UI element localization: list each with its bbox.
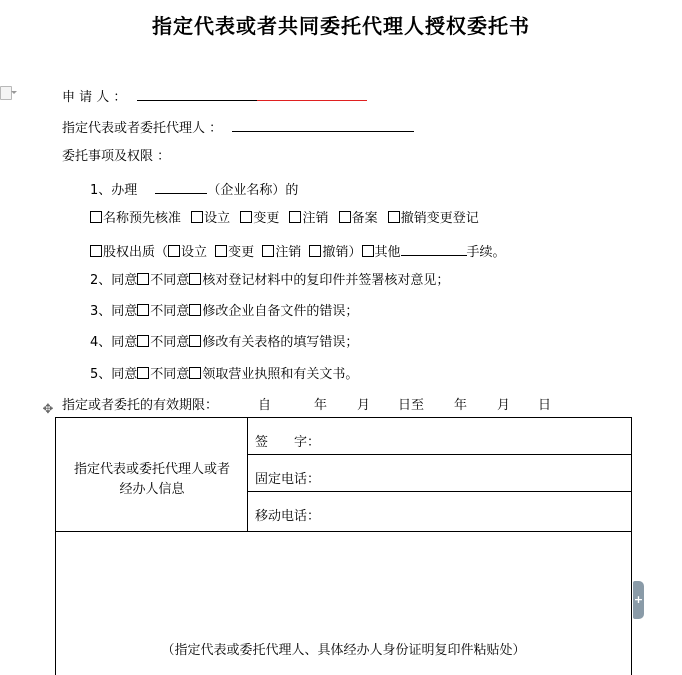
item-number: 3、 — [90, 304, 112, 319]
agree-label: 同意 — [111, 367, 138, 382]
checkbox-agree[interactable] — [137, 273, 149, 285]
checkbox-cancel[interactable] — [289, 211, 301, 223]
signature-label: 签 字： — [255, 435, 321, 450]
disagree-label: 不同意 — [150, 273, 190, 288]
option-label: 注销 — [275, 245, 302, 260]
info-label-line-1: 指定代表或委托代理人或者 — [73, 462, 230, 477]
checkbox-disagree[interactable] — [189, 335, 201, 347]
option-label: 变更 — [253, 211, 280, 226]
checkbox-disagree[interactable] — [189, 273, 201, 285]
agree-label: 同意 — [111, 335, 138, 350]
item-number: 2、 — [90, 273, 112, 288]
checkbox-pledge-revoke[interactable] — [309, 245, 321, 257]
checkbox-revoke-change[interactable] — [388, 211, 400, 223]
item-text: 修改企业自备文件的错误； — [202, 304, 359, 319]
checkbox-agree[interactable] — [137, 335, 149, 347]
options-row-1 — [90, 210, 479, 228]
option-label: 备案 — [351, 211, 378, 226]
period-month-2: 月 — [497, 398, 511, 413]
checkbox-other[interactable] — [362, 245, 374, 257]
applicant-label: 申 请 人 ： — [62, 90, 127, 105]
scope-label: 委托事项及权限 ： — [62, 149, 171, 164]
agent-field[interactable] — [232, 117, 414, 132]
item-number: 5、 — [90, 367, 112, 382]
option-label: ） — [348, 245, 362, 260]
checkbox-pledge-establish[interactable] — [168, 245, 180, 257]
mobile-label: 移动电话： — [255, 509, 321, 524]
period-year-1: 年 — [314, 398, 328, 413]
disagree-label: 不同意 — [150, 335, 190, 350]
period-from: 自 — [258, 398, 272, 413]
agent-label: 指定代表或者委托代理人 ： — [62, 121, 223, 136]
document-title: 指定代表或者共同委托代理人授权委托书 — [152, 14, 530, 38]
option-suffix: 手续。 — [466, 245, 506, 260]
checkbox-agree[interactable] — [137, 304, 149, 316]
period-day-to: 日至 — [398, 398, 425, 413]
page-icon[interactable] — [0, 86, 12, 100]
consent-item — [90, 366, 358, 384]
validity-period-row — [62, 397, 582, 415]
agent-row — [62, 117, 414, 138]
option-label: 注销 — [302, 211, 329, 226]
item-1-row — [90, 179, 298, 200]
disagree-label: 不同意 — [150, 367, 190, 382]
id-copy-paste-note: （指定代表或委托代理人、具体经办人身份证明复印件粘贴处） — [161, 643, 526, 658]
item-1-suffix: （企业名称）的 — [207, 183, 299, 198]
disagree-label: 不同意 — [150, 304, 190, 319]
agree-label: 同意 — [111, 304, 138, 319]
option-label: 撤销 — [322, 245, 349, 260]
period-day-2: 日 — [538, 398, 552, 413]
info-label-line-2: 经办人信息 — [119, 482, 185, 497]
period-year-2: 年 — [454, 398, 468, 413]
checkbox-equity-pledge[interactable] — [90, 245, 102, 257]
option-label: 股权出质（ — [103, 245, 169, 260]
option-label: 设立 — [181, 245, 208, 260]
applicant-field[interactable] — [137, 86, 257, 101]
checkbox-pledge-cancel[interactable] — [262, 245, 274, 257]
agree-label: 同意 — [111, 273, 138, 288]
option-label: 设立 — [204, 211, 231, 226]
table-move-icon[interactable]: ✥ — [42, 402, 54, 417]
period-label: 指定或者委托的有效期限： — [62, 398, 219, 413]
option-label: 变更 — [228, 245, 255, 260]
item-text: 领取营业执照和有关文书。 — [202, 367, 359, 382]
checkbox-disagree[interactable] — [189, 304, 201, 316]
checkbox-agree[interactable] — [137, 367, 149, 379]
checkbox-pledge-change[interactable] — [215, 245, 227, 257]
agent-info-table — [55, 417, 632, 675]
landline-label: 固定电话： — [255, 472, 321, 487]
consent-item — [90, 272, 449, 290]
checkbox-change[interactable] — [240, 211, 252, 223]
item-text: 修改有关表格的填写错误； — [202, 335, 359, 350]
applicant-row — [62, 86, 367, 107]
consent-item — [90, 334, 358, 352]
item-text: 核对登记材料中的复印件并签署核对意见； — [202, 273, 450, 288]
info-section-label — [65, 460, 239, 500]
company-name-field[interactable] — [155, 179, 207, 194]
checkbox-disagree[interactable] — [189, 367, 201, 379]
option-label: 名称预先核准 — [103, 211, 182, 226]
checkbox-establish[interactable] — [191, 211, 203, 223]
checkbox-filing[interactable] — [339, 211, 351, 223]
option-label: 其他 — [374, 245, 401, 260]
item-1-prefix: 1、办理 — [90, 183, 138, 198]
option-label: 撤销变更登记 — [400, 211, 479, 226]
other-field[interactable] — [401, 241, 467, 256]
checkbox-name-approval[interactable] — [90, 211, 102, 223]
consent-item — [90, 303, 358, 321]
applicant-field-red-mark — [257, 86, 367, 101]
side-expand-tab[interactable]: + — [633, 581, 644, 619]
options-row-2 — [90, 241, 506, 262]
item-number: 4、 — [90, 335, 112, 350]
period-month-1: 月 — [357, 398, 371, 413]
